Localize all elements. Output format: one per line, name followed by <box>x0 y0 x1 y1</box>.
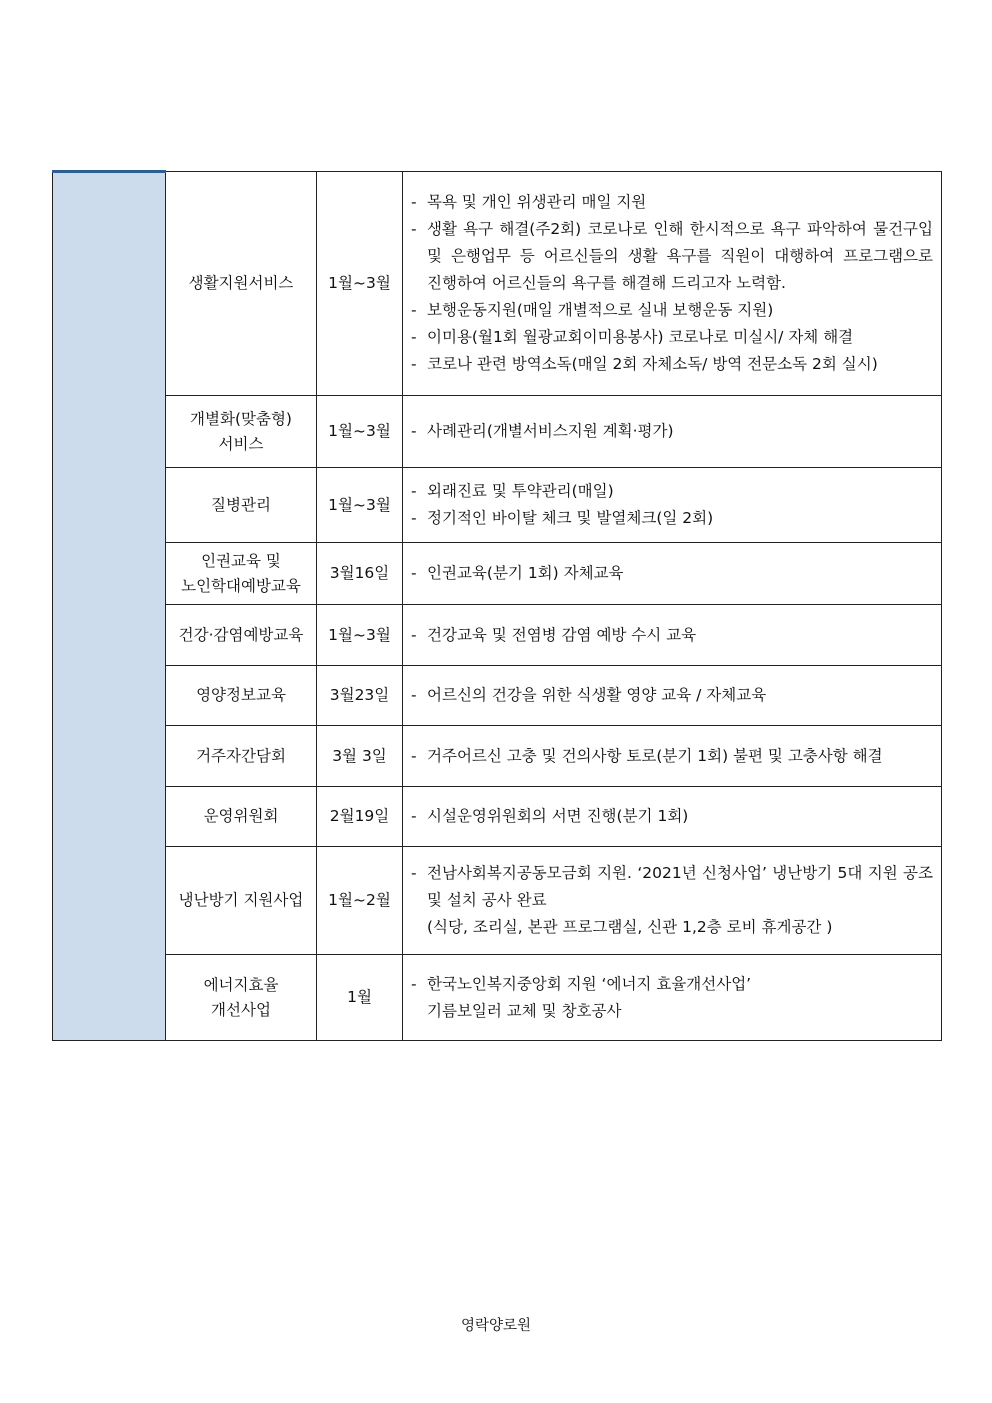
detail-bullet-item: - 외래진료 및 투약관리(매일) <box>411 478 933 505</box>
program-detail-cell <box>403 787 942 847</box>
program-name-cell <box>166 666 317 726</box>
program-name: 생활지원서비스 <box>188 274 294 292</box>
program-row <box>53 543 942 605</box>
detail-bullet-item: - 인권교육(분기 1회) 자체교육 <box>411 560 933 587</box>
detail-bullet-item: - 목욕 및 개인 위생관리 매일 지원 <box>411 189 933 216</box>
detail-bullet-item: - 생활 욕구 해결(주2회) 코로나로 인해 한시적으로 욕구 파악하여 물건구입 및 은행업무 등 어르신들의 생활 욕구를 직원이 대행하여 프로그램으로 진행하여 어르신들의 욕구를 해결해 드리고자 노력함. <box>411 216 933 297</box>
program-row <box>53 605 942 666</box>
program-row <box>53 172 942 396</box>
program-name-cell <box>166 396 317 468</box>
program-name: 질병관리 <box>211 495 271 514</box>
program-name: 에너지효율 <box>203 975 279 994</box>
detail-bullet-item: - 사례관리(개별서비스지원 계획·평가) <box>411 418 933 445</box>
program-name-cell <box>166 605 317 666</box>
program-detail-cell <box>403 172 942 396</box>
program-row <box>53 396 942 468</box>
program-table <box>52 170 942 1041</box>
program-row <box>53 468 942 543</box>
program-period-cell: 1월~3월 <box>317 172 403 396</box>
program-period-cell: 3월16일 <box>317 543 403 605</box>
program-period-cell: 1월~2월 <box>317 847 403 955</box>
program-period-cell: 1월~3월 <box>317 468 403 543</box>
detail-bullet-item: - 코로나 관련 방역소독(매일 2회 자체소독/ 방역 전문소독 2회 실시) <box>411 351 933 378</box>
program-name: 거주자간담회 <box>196 746 286 765</box>
footer-organization-name: 영락양로원 <box>460 1318 532 1334</box>
program-name-cell <box>166 543 317 605</box>
detail-bullet-item: - 거주어르신 고충 및 건의사항 토로(분기 1회) 불편 및 고충사항 해결 <box>411 743 933 770</box>
program-name: 개별화(맞춤형) <box>190 409 292 428</box>
detail-bullet-item: - 이미용(월1회 월광교회이미용봉사) 코로나로 미실시/ 자체 해결 <box>411 324 933 351</box>
category-side-cell <box>53 172 166 1041</box>
detail-bullet-item: - 어르신의 건강을 위한 식생활 영양 교육 / 자체교육 <box>411 682 933 709</box>
program-name-cell <box>166 172 317 396</box>
program-name-cell <box>166 726 317 787</box>
program-name: 영양정보교육 <box>196 686 286 704</box>
program-row <box>53 847 942 955</box>
program-detail-cell <box>403 955 942 1041</box>
program-name: 서비스 <box>218 434 264 453</box>
detail-continuation: (식당, 조리실, 본관 프로그램실, 신관 1,2층 로비 휴게공간 ) <box>427 918 833 936</box>
program-table-body <box>53 172 942 1041</box>
program-name-cell <box>166 847 317 955</box>
program-period-cell: 1월~3월 <box>317 396 403 468</box>
program-period-cell: 2월19일 <box>317 787 403 847</box>
program-detail-cell <box>403 543 942 605</box>
program-name: 건강·감염예방교육 <box>178 625 304 644</box>
detail-bullet-item: - 건강교육 및 전염병 감염 예방 수시 교육 <box>411 622 933 649</box>
program-name: 운영위원회 <box>203 807 279 825</box>
detail-bullet-item: - 시설운영위원회의 서면 진행(분기 1회) <box>411 803 933 830</box>
program-period-cell: 3월 3일 <box>317 726 403 787</box>
program-row <box>53 955 942 1041</box>
program-name-cell <box>166 468 317 543</box>
program-name: 인권교육 및 <box>201 551 281 570</box>
program-row <box>53 666 942 726</box>
program-row <box>53 726 942 787</box>
detail-continuation: 기름보일러 교체 및 창호공사 <box>427 1001 622 1020</box>
detail-bullet-item: - 전남사회복지공동모금회 지원. ‘2021년 신청사업’ 냉난방기 5대 지원 공조 및 설치 공사 완료 <box>411 860 933 914</box>
program-name-cell <box>166 955 317 1041</box>
program-detail-cell <box>403 605 942 666</box>
program-row <box>53 787 942 847</box>
program-period-cell: 1월~3월 <box>317 605 403 666</box>
program-detail-cell <box>403 847 942 955</box>
program-detail-cell <box>403 726 942 787</box>
program-period-cell: 1월 <box>317 955 403 1041</box>
program-name: 개선사업 <box>211 1000 271 1019</box>
program-name: 노인학대예방교육 <box>181 576 301 595</box>
detail-bullet-item: - 정기적인 바이탈 체크 및 발열체크(일 2회) <box>411 505 933 532</box>
program-period-cell: 3월23일 <box>317 666 403 726</box>
program-detail-cell <box>403 468 942 543</box>
program-detail-cell <box>403 396 942 468</box>
program-name-cell <box>166 787 317 847</box>
detail-bullet-item: - 보행운동지원(매일 개별적으로 실내 보행운동 지원) <box>411 297 933 324</box>
program-detail-cell <box>403 666 942 726</box>
detail-bullet-item: - 한국노인복지중앙회 지원 ‘에너지 효율개선사업’ <box>411 971 933 998</box>
program-name: 냉난방기 지원사업 <box>178 891 304 909</box>
